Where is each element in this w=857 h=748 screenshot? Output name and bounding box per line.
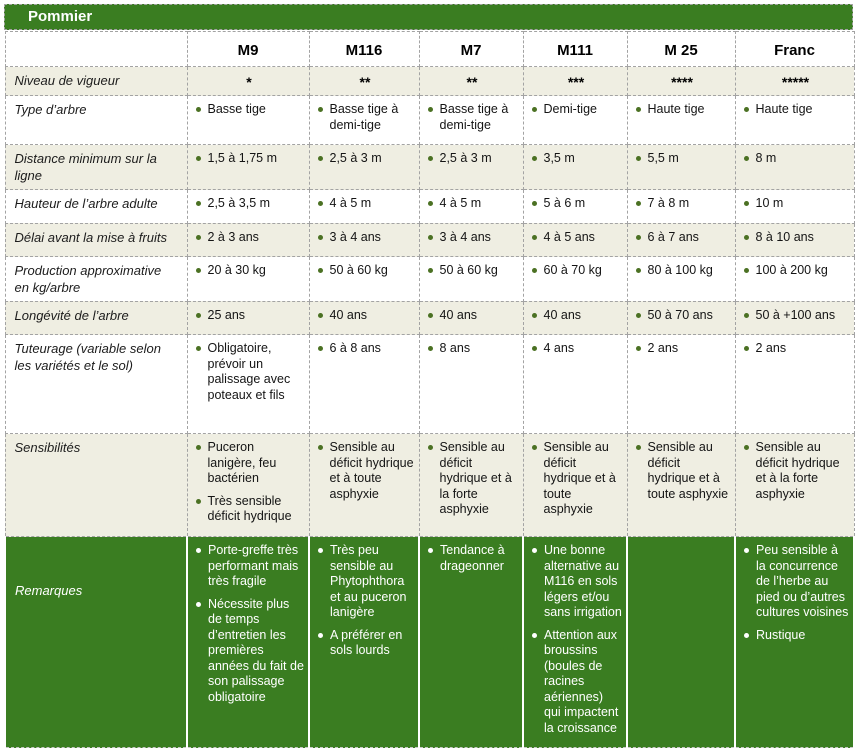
bullet-dot-icon bbox=[532, 156, 537, 161]
cell-text: Sensible au déficit hydrique et à toute asphyxie bbox=[543, 440, 616, 517]
bullet-item bbox=[194, 543, 304, 590]
bullet-dot-icon bbox=[744, 633, 749, 638]
cell-m9 bbox=[187, 434, 309, 537]
cell-text: 4 à 5 m bbox=[439, 196, 482, 211]
cell-text: 40 ans bbox=[543, 307, 582, 322]
cell-text: 4 à 5 ans bbox=[543, 229, 595, 244]
cell-m9 bbox=[187, 335, 309, 434]
cell-m25 bbox=[627, 257, 735, 302]
cell-m9 bbox=[187, 145, 309, 190]
row-label: Production approximative en kg/arbre bbox=[5, 257, 187, 302]
bullet-dot-icon bbox=[744, 268, 749, 273]
cell-m7 bbox=[419, 335, 523, 434]
bullet-item bbox=[316, 151, 415, 167]
cell-m111 bbox=[523, 67, 627, 96]
table-row-1 bbox=[5, 96, 854, 145]
row-label: Délai avant la mise à fruits bbox=[5, 223, 187, 257]
bullet-item bbox=[426, 196, 519, 212]
bullet-dot-icon bbox=[196, 445, 201, 450]
bullet-item bbox=[194, 308, 305, 324]
bullet-item bbox=[316, 102, 415, 133]
column-header-franc: Franc bbox=[735, 32, 854, 67]
bullet-dot-icon bbox=[636, 156, 641, 161]
cell-text: 60 à 70 kg bbox=[543, 263, 602, 278]
bullet-dot-icon bbox=[744, 235, 749, 240]
cell-m7 bbox=[419, 145, 523, 190]
row-label: Distance minimum sur la ligne bbox=[5, 145, 187, 190]
bullet-item bbox=[426, 543, 518, 574]
bullet-dot-icon bbox=[428, 156, 433, 161]
cell-m111 bbox=[523, 190, 627, 224]
table-row-8 bbox=[5, 434, 854, 537]
bullet-dot-icon bbox=[744, 445, 749, 450]
cell-text: 7 à 8 m bbox=[647, 196, 690, 211]
cell-text: Tendance à drageonner bbox=[440, 543, 505, 573]
cell-m116 bbox=[309, 190, 419, 224]
cell-m25 bbox=[627, 96, 735, 145]
bullet-dot-icon bbox=[318, 346, 323, 351]
cell-text: Haute tige bbox=[755, 102, 813, 117]
bullet-item bbox=[530, 196, 623, 212]
cell-text: Peu sensible à la concurrence de l’herbe au pied ou d’autres cultures voisines bbox=[756, 543, 849, 620]
column-header-row bbox=[5, 32, 854, 67]
bullet-dot-icon bbox=[532, 633, 537, 638]
cell-text: Basse tige à demi-tige bbox=[329, 102, 399, 132]
cell-text: 2 à 3 ans bbox=[207, 229, 259, 244]
bullet-dot-icon bbox=[428, 445, 433, 450]
cell-text: 20 à 30 kg bbox=[207, 263, 266, 278]
bullet-item bbox=[426, 440, 519, 518]
cell-text: Obligatoire, prévoir un palissage avec poteaux et fils bbox=[207, 341, 291, 402]
bullet-dot-icon bbox=[532, 313, 537, 318]
cell-text: 8 m bbox=[755, 151, 777, 166]
table-row-6 bbox=[5, 301, 854, 335]
bullet-dot-icon bbox=[636, 107, 641, 112]
table-row-3 bbox=[5, 190, 854, 224]
bullet-item bbox=[530, 308, 623, 324]
bullet-dot-icon bbox=[532, 107, 537, 112]
bullet-item bbox=[634, 308, 731, 324]
cell-m25 bbox=[627, 335, 735, 434]
bullet-dot-icon bbox=[744, 548, 749, 553]
bullet-dot-icon bbox=[532, 201, 537, 206]
cell-m111 bbox=[523, 96, 627, 145]
bullet-item bbox=[316, 341, 415, 357]
bullet-item bbox=[316, 196, 415, 212]
bullet-item bbox=[194, 230, 305, 246]
bullet-dot-icon bbox=[318, 107, 323, 112]
bullet-item bbox=[194, 597, 304, 706]
bullet-dot-icon bbox=[744, 313, 749, 318]
cell-m7 bbox=[419, 190, 523, 224]
bullet-item bbox=[426, 230, 519, 246]
cell-franc bbox=[735, 67, 854, 96]
bullet-item bbox=[634, 230, 731, 246]
bullet-dot-icon bbox=[532, 548, 537, 553]
vigour-stars: *** bbox=[567, 74, 585, 90]
cell-m7 bbox=[419, 223, 523, 257]
bullet-dot-icon bbox=[532, 268, 537, 273]
cell-text: 5 à 6 m bbox=[543, 196, 586, 211]
bullet-item bbox=[530, 543, 622, 621]
bullet-dot-icon bbox=[532, 445, 537, 450]
cell-m111 bbox=[523, 537, 627, 748]
bullet-dot-icon bbox=[744, 201, 749, 206]
cell-franc bbox=[735, 301, 854, 335]
cell-text: Attention aux broussins (boules de racines aériennes) qui impactent la croissance bbox=[544, 627, 619, 735]
bullet-dot-icon bbox=[636, 346, 641, 351]
bullet-item bbox=[194, 494, 305, 525]
bullet-item bbox=[742, 151, 850, 167]
bullet-dot-icon bbox=[428, 313, 433, 318]
cell-m25 bbox=[627, 537, 735, 748]
cell-text: 50 à 60 kg bbox=[439, 263, 498, 278]
bullet-item bbox=[634, 341, 731, 357]
bullet-item bbox=[634, 263, 731, 279]
cell-text: Porte-greffe très performant mais très fragile bbox=[208, 543, 299, 589]
bullet-item bbox=[742, 628, 849, 644]
bullet-dot-icon bbox=[196, 346, 201, 351]
cell-m25 bbox=[627, 67, 735, 96]
bullet-item bbox=[530, 440, 623, 518]
column-header-m7: M7 bbox=[419, 32, 523, 67]
column-header-m25: M 25 bbox=[627, 32, 735, 67]
cell-m7 bbox=[419, 434, 523, 537]
rootstock-comparison-table bbox=[4, 31, 855, 748]
cell-m116 bbox=[309, 257, 419, 302]
vigour-stars: * bbox=[246, 74, 252, 90]
cell-text: 2 ans bbox=[647, 341, 679, 356]
cell-text: Très sensible déficit hydrique bbox=[207, 493, 292, 524]
cell-text: A préférer en sols lourds bbox=[330, 627, 403, 658]
row-label: Hauteur de l’arbre adulte bbox=[5, 190, 187, 224]
cell-text: Basse tige bbox=[207, 102, 266, 117]
cell-franc bbox=[735, 537, 854, 748]
bullet-dot-icon bbox=[196, 107, 201, 112]
cell-text: Rustique bbox=[756, 627, 806, 642]
table-row-9 bbox=[5, 537, 854, 748]
cell-m25 bbox=[627, 190, 735, 224]
bullet-dot-icon bbox=[636, 445, 641, 450]
bullet-item bbox=[634, 196, 731, 212]
cell-text: 3 à 4 ans bbox=[439, 229, 491, 244]
cell-m25 bbox=[627, 434, 735, 537]
cell-text: Une bonne alternative au M116 en sols légers et/ou sans irrigation bbox=[544, 543, 622, 620]
bullet-dot-icon bbox=[428, 235, 433, 240]
cell-text: Sensible au déficit hydrique et à la forte asphyxie bbox=[439, 440, 512, 517]
cell-m9 bbox=[187, 67, 309, 96]
bullet-item bbox=[742, 263, 850, 279]
bullet-dot-icon bbox=[428, 346, 433, 351]
cell-text: 6 à 8 ans bbox=[329, 341, 381, 356]
bullet-item bbox=[316, 628, 414, 659]
row-label: Longévité de l’arbre bbox=[5, 301, 187, 335]
cell-m116 bbox=[309, 145, 419, 190]
table-row-5 bbox=[5, 257, 854, 302]
cell-m111 bbox=[523, 223, 627, 257]
bullet-dot-icon bbox=[318, 201, 323, 206]
cell-m25 bbox=[627, 301, 735, 335]
bullet-item bbox=[530, 263, 623, 279]
cell-text: 3,5 m bbox=[543, 151, 575, 166]
cell-franc bbox=[735, 190, 854, 224]
bullet-item bbox=[316, 543, 414, 621]
bullet-item bbox=[194, 440, 305, 487]
bullet-dot-icon bbox=[196, 313, 201, 318]
cell-text: Sensible au déficit hydrique et à toute asphyxie bbox=[329, 440, 414, 501]
bullet-item bbox=[194, 196, 305, 212]
cell-m9 bbox=[187, 223, 309, 257]
cell-text: Puceron lanigère, feu bactérien bbox=[207, 440, 277, 486]
cell-text: 25 ans bbox=[207, 307, 246, 322]
bullet-dot-icon bbox=[196, 499, 201, 504]
cell-m111 bbox=[523, 145, 627, 190]
bullet-item bbox=[742, 230, 850, 246]
bullet-dot-icon bbox=[532, 235, 537, 240]
cell-m111 bbox=[523, 434, 627, 537]
cell-text: 2,5 à 3 m bbox=[439, 151, 492, 166]
bullet-dot-icon bbox=[196, 602, 201, 607]
row-label: Sensibilités bbox=[5, 434, 187, 537]
cell-text: Sensible au déficit hydrique et à toute asphyxie bbox=[647, 440, 729, 501]
cell-m7 bbox=[419, 537, 523, 748]
cell-text: 80 à 100 kg bbox=[647, 263, 713, 278]
cell-m9 bbox=[187, 190, 309, 224]
bullet-dot-icon bbox=[318, 548, 323, 553]
vigour-stars: ** bbox=[359, 74, 371, 90]
row-label: Remarques bbox=[5, 537, 187, 748]
bullet-item bbox=[194, 263, 305, 279]
table-row-0 bbox=[5, 67, 854, 96]
cell-text: 50 à 70 ans bbox=[647, 307, 713, 322]
cell-text: 2,5 à 3,5 m bbox=[207, 196, 271, 211]
cell-text: 8 à 10 ans bbox=[755, 229, 814, 244]
bullet-item bbox=[194, 341, 305, 403]
cell-m111 bbox=[523, 301, 627, 335]
bullet-item bbox=[316, 440, 415, 502]
cell-text: Sensible au déficit hydrique et à la forte asphyxie bbox=[755, 440, 840, 501]
bullet-dot-icon bbox=[318, 268, 323, 273]
bullet-item bbox=[634, 151, 731, 167]
bullet-item bbox=[634, 440, 731, 502]
bullet-item bbox=[530, 230, 623, 246]
cell-text: Basse tige à demi-tige bbox=[439, 102, 509, 132]
bullet-item bbox=[742, 440, 850, 502]
bullet-dot-icon bbox=[744, 346, 749, 351]
cell-text: 100 à 200 kg bbox=[755, 263, 828, 278]
bullet-item bbox=[426, 102, 519, 133]
cell-text: Très peu sensible au Phytophthora et au puceron lanigère bbox=[330, 543, 407, 620]
cell-m111 bbox=[523, 257, 627, 302]
row-label: Niveau de vigueur bbox=[5, 67, 187, 96]
cell-m7 bbox=[419, 67, 523, 96]
bullet-item bbox=[426, 263, 519, 279]
cell-m9 bbox=[187, 537, 309, 748]
cell-text: 2 ans bbox=[755, 341, 787, 356]
bullet-dot-icon bbox=[318, 235, 323, 240]
cell-text: Demi-tige bbox=[543, 102, 597, 117]
bullet-item bbox=[742, 196, 850, 212]
cell-franc bbox=[735, 434, 854, 537]
bullet-item bbox=[742, 102, 850, 118]
bullet-item bbox=[426, 341, 519, 357]
cell-m116 bbox=[309, 223, 419, 257]
bullet-dot-icon bbox=[428, 201, 433, 206]
cell-m25 bbox=[627, 145, 735, 190]
bullet-item bbox=[194, 151, 305, 167]
bullet-item bbox=[530, 628, 622, 737]
cell-m9 bbox=[187, 301, 309, 335]
cell-text: 2,5 à 3 m bbox=[329, 151, 382, 166]
column-header-m111: M111 bbox=[523, 32, 627, 67]
cell-m9 bbox=[187, 96, 309, 145]
cell-text: 5,5 m bbox=[647, 151, 679, 166]
bullet-dot-icon bbox=[636, 201, 641, 206]
bullet-item bbox=[742, 341, 850, 357]
cell-text: Nécessite plus de temps d’entretien les premières années du fait de son palissage obligatoire bbox=[208, 596, 304, 704]
cell-m116 bbox=[309, 96, 419, 145]
cell-m25 bbox=[627, 223, 735, 257]
vigour-stars: **** bbox=[671, 74, 693, 90]
cell-franc bbox=[735, 257, 854, 302]
cell-text: Haute tige bbox=[647, 102, 705, 117]
cell-m116 bbox=[309, 335, 419, 434]
bullet-item bbox=[530, 341, 623, 357]
column-header-m116: M116 bbox=[309, 32, 419, 67]
bullet-item bbox=[742, 543, 849, 621]
cell-text: 8 ans bbox=[439, 341, 471, 356]
page-title: Pommier bbox=[28, 8, 93, 25]
cell-m116 bbox=[309, 67, 419, 96]
cell-text: 10 m bbox=[755, 196, 784, 211]
bullet-item bbox=[530, 151, 623, 167]
bullet-item bbox=[634, 102, 731, 118]
bullet-dot-icon bbox=[318, 445, 323, 450]
cell-m7 bbox=[419, 96, 523, 145]
bullet-dot-icon bbox=[318, 313, 323, 318]
cell-franc bbox=[735, 145, 854, 190]
bullet-dot-icon bbox=[196, 156, 201, 161]
table-title-bar bbox=[4, 4, 853, 30]
bullet-dot-icon bbox=[428, 268, 433, 273]
corner-cell bbox=[5, 32, 187, 67]
cell-text: 40 ans bbox=[439, 307, 478, 322]
cell-m9 bbox=[187, 257, 309, 302]
cell-m7 bbox=[419, 257, 523, 302]
column-header-m9: M9 bbox=[187, 32, 309, 67]
bullet-dot-icon bbox=[636, 235, 641, 240]
rootstock-table-body bbox=[5, 67, 854, 748]
bullet-item bbox=[316, 230, 415, 246]
cell-text: 4 à 5 m bbox=[329, 196, 372, 211]
cell-franc bbox=[735, 96, 854, 145]
cell-text: 50 à +100 ans bbox=[755, 307, 836, 322]
table-row-2 bbox=[5, 145, 854, 190]
row-label: Tuteurage (variable selon les variétés et le sol) bbox=[5, 335, 187, 434]
cell-franc bbox=[735, 335, 854, 434]
table-row-7 bbox=[5, 335, 854, 434]
vigour-stars: ***** bbox=[781, 74, 810, 90]
bullet-item bbox=[316, 308, 415, 324]
cell-text: 1,5 à 1,75 m bbox=[207, 151, 277, 166]
bullet-item bbox=[426, 151, 519, 167]
bullet-item bbox=[194, 102, 305, 118]
bullet-dot-icon bbox=[744, 156, 749, 161]
row-label: Type d’arbre bbox=[5, 96, 187, 145]
bullet-dot-icon bbox=[744, 107, 749, 112]
bullet-dot-icon bbox=[196, 548, 201, 553]
cell-m116 bbox=[309, 434, 419, 537]
cell-text: 6 à 7 ans bbox=[647, 229, 699, 244]
cell-text: 3 à 4 ans bbox=[329, 229, 381, 244]
bullet-item bbox=[426, 308, 519, 324]
bullet-dot-icon bbox=[318, 633, 323, 638]
bullet-item bbox=[316, 263, 415, 279]
bullet-dot-icon bbox=[196, 235, 201, 240]
bullet-dot-icon bbox=[428, 548, 433, 553]
cell-franc bbox=[735, 223, 854, 257]
bullet-dot-icon bbox=[428, 107, 433, 112]
cell-m116 bbox=[309, 301, 419, 335]
bullet-dot-icon bbox=[196, 268, 201, 273]
bullet-dot-icon bbox=[532, 346, 537, 351]
cell-text: 4 ans bbox=[543, 341, 575, 356]
cell-m111 bbox=[523, 335, 627, 434]
vigour-stars: ** bbox=[466, 74, 478, 90]
bullet-item bbox=[742, 308, 850, 324]
table-row-4 bbox=[5, 223, 854, 257]
cell-m116 bbox=[309, 537, 419, 748]
bullet-dot-icon bbox=[196, 201, 201, 206]
bullet-item bbox=[530, 102, 623, 118]
cell-text: 50 à 60 kg bbox=[329, 263, 388, 278]
bullet-dot-icon bbox=[636, 268, 641, 273]
bullet-dot-icon bbox=[318, 156, 323, 161]
bullet-dot-icon bbox=[636, 313, 641, 318]
cell-m7 bbox=[419, 301, 523, 335]
cell-text: 40 ans bbox=[329, 307, 368, 322]
